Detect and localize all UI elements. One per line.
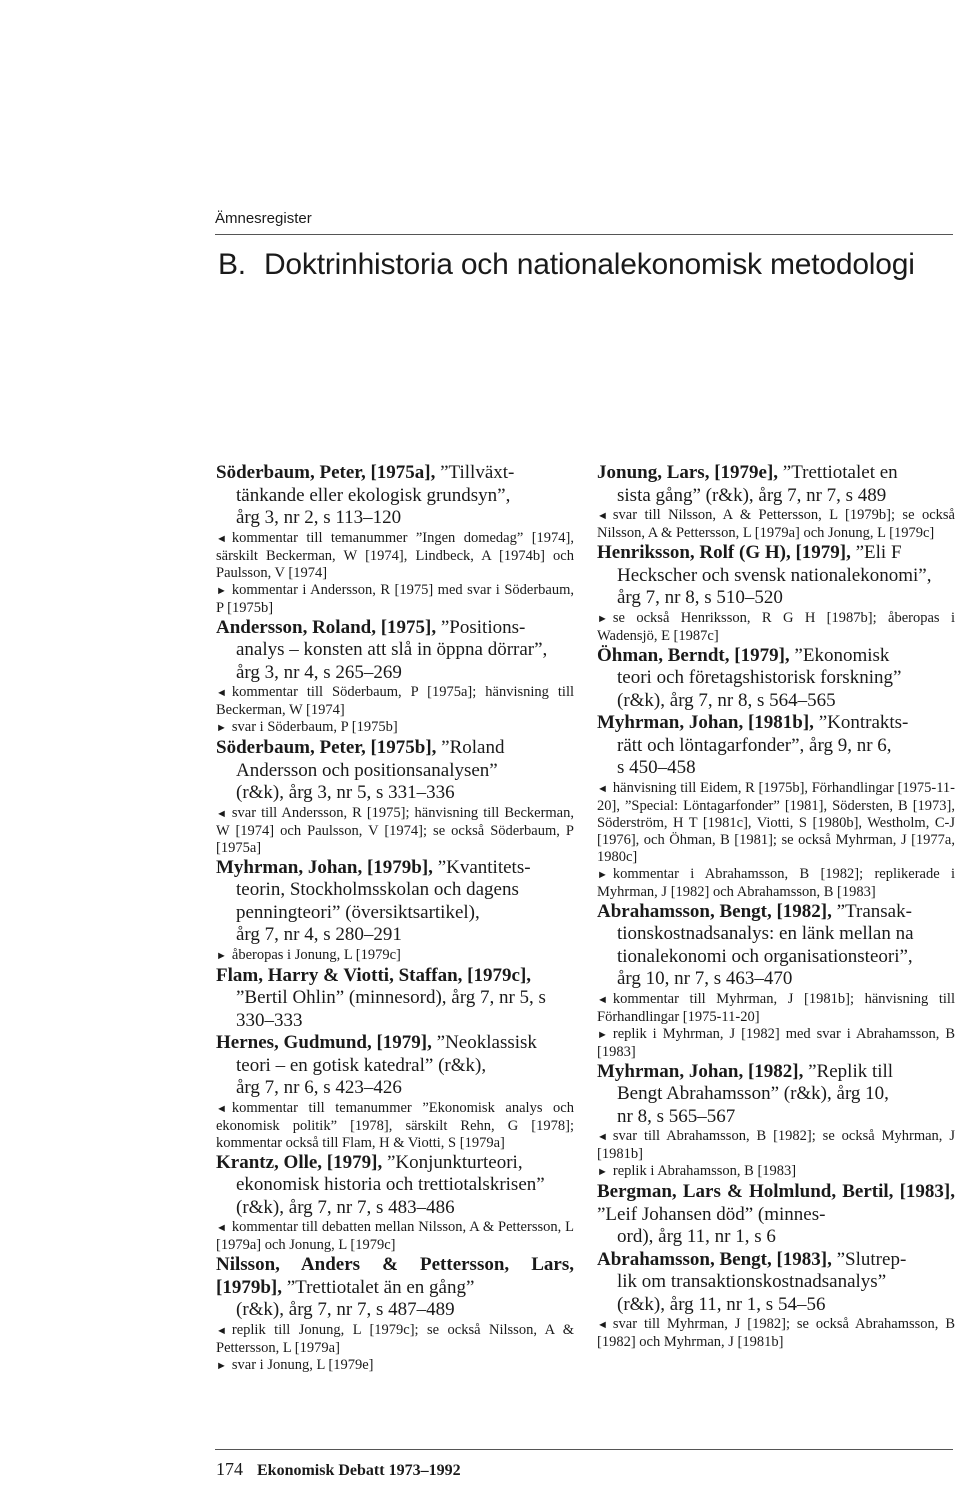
entry-author: Abrahamsson, Bengt, [1982], bbox=[597, 900, 832, 922]
entry-title: ”Roland bbox=[441, 737, 505, 758]
entry-heading bbox=[216, 1032, 574, 1100]
entry-title: ”Tillväxt- bbox=[440, 462, 515, 483]
note-text: se också Henriksson, R G H [1987b]; åberopas i Wadensjö, E [1987c] bbox=[597, 609, 955, 644]
index-entry bbox=[216, 1254, 574, 1375]
entry-note bbox=[597, 507, 955, 542]
entry-title-continuation: årg 3, nr 2, s 113–120 bbox=[236, 507, 402, 528]
note-text: kommentar till temanummer ”Ekonomisk analys och ekonomisk politik” [1978], särskilt Rehn, G [1978]; kommentar också till Flam, H & Viotti, S [1979a] bbox=[216, 1099, 574, 1151]
entry-title-continuation: teori och företagshistorisk forskning” bbox=[617, 667, 902, 688]
arrow-left-icon: ◄ bbox=[597, 782, 608, 795]
note-text: svar i Jonung, L [1979e] bbox=[231, 1356, 374, 1373]
index-entry bbox=[597, 462, 955, 542]
arrow-right-icon: ► bbox=[216, 1359, 227, 1372]
note-text: replik i Myhrman, J [1982] med svar i Abrahamsson, B [1983] bbox=[597, 1025, 955, 1060]
entry-title: ”Trettiotalet en bbox=[782, 462, 898, 483]
arrow-left-icon: ◄ bbox=[216, 687, 227, 699]
note-text: svar till Nilsson, A & Pettersson, L [1979b]; se också Nilsson, A & Pettersson, L [1979a] och Jonung, L [1979c] bbox=[597, 507, 955, 541]
entry-note bbox=[597, 1163, 955, 1181]
note-text: replik i Abrahamsson, B [1983] bbox=[612, 1163, 797, 1179]
entry-title: ”Kvantitets- bbox=[437, 856, 531, 878]
entry-title-continuation: tänkande eller ekologisk grundsyn”, bbox=[236, 484, 511, 506]
entry-title-continuation: (r&k), årg 11, nr 1, s 54–56 bbox=[617, 1293, 826, 1315]
entry-note bbox=[216, 1322, 574, 1357]
entry-note bbox=[597, 991, 955, 1026]
entry-title: ”Slutrep- bbox=[836, 1248, 907, 1270]
section-title-text: Doktrinhistoria och nationalekonomisk metodologi bbox=[263, 248, 915, 281]
index-entry bbox=[597, 1181, 955, 1249]
entry-title-continuation: Heckscher och svensk nationalekonomi”, årg 7, nr 8, s 510–520 bbox=[617, 564, 932, 608]
arrow-left-icon: ◄ bbox=[597, 510, 608, 522]
entry-note bbox=[216, 805, 574, 857]
note-text: hänvisning till Eidem, R [1975b], Förhandlingar [1975-11-20], ”Special: Löntagarfonder” [1981], Södersten, B [1973], Söderström, H T [1981c], Viotti, S [1980b], Westholm, C-J [1976], och Öhman, B [1981]; se också Myhrman, J [1977a, 1980c] bbox=[597, 779, 955, 865]
entry-note bbox=[216, 530, 574, 582]
index-entry bbox=[216, 857, 574, 965]
entry-heading bbox=[216, 617, 574, 685]
entry-heading bbox=[216, 1152, 574, 1220]
index-entry bbox=[597, 645, 955, 713]
entry-title-continuation: tionalekonomi och organisationsteori”, bbox=[617, 945, 913, 967]
entry-title-continuation: årg 7, nr 4, s 280–291 bbox=[236, 924, 402, 945]
entry-heading bbox=[597, 1061, 955, 1129]
section-letter: B. bbox=[218, 248, 246, 281]
entry-title: ”Konjunkturteori, bbox=[386, 1151, 523, 1173]
entry-heading bbox=[216, 1254, 574, 1322]
entry-author: Abrahamsson, Bengt, [1983], bbox=[597, 1248, 832, 1270]
arrow-right-icon: ► bbox=[216, 722, 227, 734]
entry-title: ”Transak- bbox=[836, 900, 912, 922]
note-text: kommentar i Andersson, R [1975] med svar i Söderbaum, P [1975b] bbox=[216, 581, 574, 616]
entry-note bbox=[597, 1128, 955, 1163]
entry-title-continuation: Andersson och positionsanalysen” bbox=[236, 759, 498, 781]
arrow-left-icon: ◄ bbox=[216, 532, 227, 545]
arrow-right-icon: ► bbox=[597, 1028, 608, 1041]
entry-heading bbox=[597, 542, 955, 610]
note-text: replik till Jonung, L [1979c]; se också Nilsson, A & Pettersson, L [1979a] bbox=[216, 1321, 574, 1356]
entry-note bbox=[597, 780, 955, 866]
index-entry bbox=[216, 617, 574, 738]
entry-heading bbox=[216, 857, 574, 947]
index-entry bbox=[597, 901, 955, 1061]
entry-heading bbox=[216, 737, 574, 805]
entry-author: Krantz, Olle, [1979], bbox=[216, 1151, 383, 1173]
arrow-right-icon: ► bbox=[597, 868, 608, 881]
entry-title-continuation: ekonomisk historia och trettiotalskrisen” (r&k), årg 7, nr 7, s 483–486 bbox=[236, 1174, 545, 1218]
entry-heading bbox=[597, 462, 955, 507]
entry-note bbox=[216, 947, 574, 965]
index-column-left bbox=[216, 462, 574, 1375]
note-text: kommentar till Myhrman, J [1981b]; hänvisning till Förhandlingar [1975-11-20] bbox=[597, 990, 955, 1025]
entry-title-continuation: sista gång” (r&k), årg 7, nr 7, s 489 bbox=[617, 484, 887, 506]
index-entry bbox=[216, 1032, 574, 1152]
entry-author: Flam, Harry & Viotti, Staffan, [1979c], bbox=[216, 964, 532, 986]
note-text: svar till Abrahamsson, B [1982]; se också Myhrman, J [1981b] bbox=[597, 1128, 955, 1162]
entry-heading bbox=[597, 901, 955, 991]
index-entry bbox=[216, 1152, 574, 1255]
arrow-left-icon: ◄ bbox=[216, 1222, 227, 1234]
header-rule bbox=[215, 234, 953, 235]
running-head: Ämnesregister bbox=[215, 210, 312, 227]
index-entry bbox=[216, 965, 574, 1033]
index-column-right bbox=[597, 462, 955, 1351]
note-text: åberopas i Jonung, L [1979c] bbox=[231, 946, 401, 963]
arrow-right-icon: ► bbox=[216, 584, 227, 597]
entry-title: ”Trettiotalet än en gång” bbox=[286, 1276, 475, 1298]
entry-author: Andersson, Roland, [1975], bbox=[216, 616, 437, 638]
entry-heading bbox=[597, 712, 955, 780]
entry-author: Öhman, Berndt, [1979], bbox=[597, 644, 790, 666]
entry-title-continuation: årg 7, nr 6, s 423–426 bbox=[236, 1077, 402, 1098]
arrow-left-icon: ◄ bbox=[216, 807, 227, 820]
entry-title-continuation: ord), årg 11, nr 1, s 6 bbox=[617, 1226, 776, 1247]
index-entry bbox=[597, 542, 955, 645]
entry-heading bbox=[597, 645, 955, 713]
index-entry bbox=[216, 462, 574, 617]
entry-title: ”Leif Johansen död” (minnes- bbox=[597, 1203, 826, 1225]
entry-title-continuation: tionskostnadsanalys: en länk mellan na bbox=[617, 923, 914, 944]
index-entry bbox=[216, 737, 574, 857]
entry-title-continuation: ”Bertil Ohlin” (minnesord), årg 7, nr 5, s 330–333 bbox=[236, 987, 546, 1031]
entry-author: Henriksson, Rolf (G H), [1979], bbox=[597, 542, 851, 563]
arrow-right-icon: ► bbox=[597, 612, 608, 625]
journal-title: Ekonomisk Debatt 1973–1992 bbox=[257, 1462, 461, 1479]
index-entry bbox=[597, 1061, 955, 1182]
entry-title-continuation: (r&k), årg 7, nr 8, s 564–565 bbox=[617, 689, 836, 711]
entry-title-continuation: Bengt Abrahamsson” (r&k), årg 10, bbox=[617, 1083, 889, 1104]
note-text: svar till Andersson, R [1975]; hänvisning till Beckerman, W [1974] och Paulsson, V [1974]; se också Söderbaum, P [1975a] bbox=[216, 804, 574, 856]
arrow-right-icon: ► bbox=[597, 1166, 608, 1178]
note-text: kommentar till Söderbaum, P [1975a]; hänvisning till Beckerman, W [1974] bbox=[216, 684, 574, 718]
page-footer bbox=[216, 1459, 461, 1480]
section-title bbox=[218, 248, 915, 282]
entry-author: Hernes, Gudmund, [1979], bbox=[216, 1032, 432, 1053]
entry-note bbox=[597, 610, 955, 645]
arrow-left-icon: ◄ bbox=[216, 1102, 227, 1115]
entry-author: Söderbaum, Peter, [1975b], bbox=[216, 737, 437, 758]
entry-note bbox=[216, 582, 574, 617]
entry-title-continuation: (r&k), årg 3, nr 5, s 331–336 bbox=[236, 782, 455, 803]
index-entry bbox=[597, 1249, 955, 1352]
note-text: kommentar till debatten mellan Nilsson, A & Pettersson, L [1979a] och Jonung, L [1979c] bbox=[216, 1219, 574, 1253]
entry-title: ”Eli F bbox=[855, 542, 902, 563]
entry-note bbox=[597, 1316, 955, 1351]
entry-author: Jonung, Lars, [1979e], bbox=[597, 462, 779, 483]
entry-author: Myhrman, Johan, [1981b], bbox=[597, 712, 814, 733]
entry-author: Myhrman, Johan, [1979b], bbox=[216, 856, 433, 878]
entry-title-continuation: teorin, Stockholmsskolan och dagens penningteori” (översiktsartikel), bbox=[236, 879, 519, 923]
entry-title-continuation: s 450–458 bbox=[617, 757, 696, 778]
entry-author: Söderbaum, Peter, [1975a], bbox=[216, 462, 436, 483]
footer-rule bbox=[215, 1449, 953, 1450]
entry-title: ”Neoklassisk bbox=[436, 1032, 537, 1053]
entry-title: ”Positions- bbox=[440, 616, 526, 638]
entry-title-continuation: rätt och löntagarfonder”, årg 9, nr 6, bbox=[617, 734, 892, 756]
entry-note bbox=[216, 1357, 574, 1375]
entry-author: Myhrman, Johan, [1982], bbox=[597, 1060, 804, 1082]
entry-title: ”Ekonomisk bbox=[794, 644, 890, 666]
entry-note bbox=[597, 1026, 955, 1061]
entry-note bbox=[216, 1219, 574, 1254]
entry-heading bbox=[597, 1181, 955, 1249]
entry-note bbox=[216, 719, 574, 737]
entry-title-continuation: teori – en gotisk katedral” (r&k), bbox=[236, 1054, 487, 1076]
entry-title-continuation: lik om transaktionskostnadsanalys” bbox=[617, 1271, 887, 1292]
arrow-right-icon: ► bbox=[216, 949, 227, 962]
arrow-left-icon: ◄ bbox=[597, 1319, 608, 1331]
entry-title: ”Kontrakts- bbox=[818, 712, 909, 733]
entry-title-continuation: analys – konsten att slå in öppna dörrar”, årg 3, nr 4, s 265–269 bbox=[236, 639, 548, 683]
entry-heading bbox=[216, 965, 574, 1033]
arrow-left-icon: ◄ bbox=[597, 1131, 608, 1143]
index-entry bbox=[597, 712, 955, 901]
entry-author: Nilsson, Anders & Pettersson, Lars, [1979b], bbox=[216, 1254, 574, 1298]
note-text: svar i Söderbaum, P [1975b] bbox=[231, 719, 398, 735]
entry-title-continuation: nr 8, s 565–567 bbox=[617, 1105, 736, 1127]
note-text: kommentar i Abrahamsson, B [1982]; replikerade i Myhrman, J [1982] och Abrahamsson, B [1983] bbox=[597, 865, 955, 900]
entry-title: ”Replik till bbox=[808, 1060, 894, 1082]
entry-note bbox=[216, 684, 574, 719]
entry-title-continuation: årg 10, nr 7, s 463–470 bbox=[617, 968, 793, 989]
entry-title-continuation: (r&k), årg 7, nr 7, s 487–489 bbox=[236, 1299, 455, 1320]
entry-note bbox=[597, 866, 955, 901]
entry-heading bbox=[216, 462, 574, 530]
page-number: 174 bbox=[216, 1459, 243, 1479]
note-text: svar till Myhrman, J [1982]; se också Abrahamsson, B [1982] och Myhrman, J [1981b] bbox=[597, 1316, 955, 1350]
note-text: kommentar till temanummer ”Ingen domedag” [1974], särskilt Beckerman, W [1974], Lindbeck, A [1974b] och Paulsson, V [1974] bbox=[216, 529, 574, 581]
arrow-left-icon: ◄ bbox=[216, 1324, 227, 1337]
entry-heading bbox=[597, 1249, 955, 1317]
arrow-left-icon: ◄ bbox=[597, 993, 608, 1006]
entry-author: Bergman, Lars & Holmlund, Bertil, [1983], bbox=[597, 1181, 955, 1202]
entry-note bbox=[216, 1100, 574, 1152]
